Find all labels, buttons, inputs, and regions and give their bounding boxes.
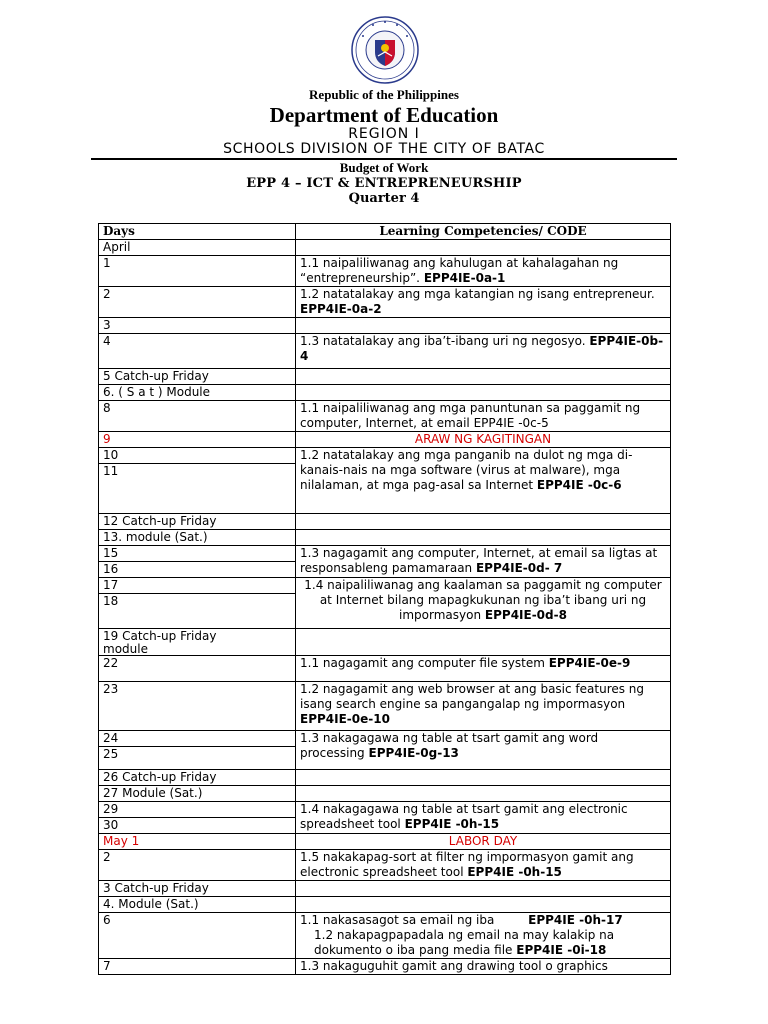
table-row xyxy=(99,656,671,682)
competency-code: EPP4IE-0a-1 xyxy=(423,271,506,285)
table-row xyxy=(99,385,671,401)
day-cell: 6 xyxy=(99,913,296,959)
day-cell: 3 Catch-up Friday xyxy=(99,881,296,897)
table-row xyxy=(99,401,671,432)
competency-cell: 1.4 nakagagawa ng table at tsart gamit ang electronic spreadsheet tool EPP4IE -0h-15 xyxy=(296,802,671,834)
subject-title: EPP 4 – ICT & ENTREPRENEURSHIP xyxy=(246,176,522,191)
day-cell: 29 xyxy=(99,802,296,818)
competency-cell: 1.2 natatalakay ang mga katangian ng isang entrepreneur. EPP4IE-0a-2 xyxy=(296,287,671,318)
competency-cell: 1.2 natatalakay ang mga panganib na dulot ng mga di-kanais-nais na mga software (virus at malware), mga nilalaman, at mga pag-asal sa Internet EPP4IE -0c-6 xyxy=(296,448,671,514)
table-row xyxy=(99,897,671,913)
day-cell: 6. ( S a t ) Module xyxy=(99,385,296,401)
competency-cell: 1.3 nakagagawa ng table at tsart gamit ang word processing EPP4IE-0g-13 xyxy=(296,731,671,770)
department-title: Department of Education xyxy=(269,103,499,127)
table-row xyxy=(99,546,671,562)
days-column-header: Days xyxy=(99,224,296,240)
competency-cell: 1.1 nakasasagot sa email ng iba EPP4IE -0h-17 1.2 nakapagpapadala ng email na may kalakip na dokumento o iba pang media file EPP4IE -0i-18 xyxy=(296,913,671,959)
competency-code: EPP4IE-0a-2 xyxy=(300,302,382,316)
day-cell: 19 Catch-up Friday module xyxy=(99,629,296,656)
table-row xyxy=(99,881,671,897)
competency-code: EPP4IE -0i-18 xyxy=(516,943,607,957)
republic-label: Republic of the Philippines xyxy=(309,87,459,102)
table-row xyxy=(99,731,671,747)
day-cell: May 1 xyxy=(99,834,296,850)
day-cell: 15 xyxy=(99,546,296,562)
day-cell: 9 xyxy=(99,432,296,448)
day-cell: 17 xyxy=(99,578,296,594)
table-row xyxy=(99,448,671,464)
table-row xyxy=(99,850,671,881)
competency-cell: 1.3 nakaguguhit gamit ang drawing tool o graphics xyxy=(296,959,671,975)
competency-code: EPP4IE-0d-8 xyxy=(484,608,567,622)
day-cell: 27 Module (Sat.) xyxy=(99,786,296,802)
day-cell: 8 xyxy=(99,401,296,432)
table-row xyxy=(99,629,671,656)
table-row xyxy=(99,786,671,802)
competency-cell: ARAW NG KAGITINGAN xyxy=(296,432,671,448)
table-header-row xyxy=(99,224,671,240)
day-cell: 11 xyxy=(99,464,296,514)
competency-code: EPP4IE-0e-10 xyxy=(300,712,390,726)
table-row xyxy=(99,834,671,850)
table-row xyxy=(99,770,671,786)
competency-cell: 1.1 nagagamit ang computer file system EPP4IE-0e-9 xyxy=(296,656,671,682)
competency-cell: 1.1 naipaliliwanag ang mga panuntunan sa paggamit ng computer, Internet, at email EPP4IE -0c-5 xyxy=(296,401,671,432)
day-cell: 23 xyxy=(99,682,296,731)
day-cell: 22 xyxy=(99,656,296,682)
competency-cell xyxy=(296,770,671,786)
day-cell: 16 xyxy=(99,562,296,578)
day-cell: 12 Catch-up Friday xyxy=(99,514,296,530)
day-cell: 13. module (Sat.) xyxy=(99,530,296,546)
competency-code: EPP4IE -0h-15 xyxy=(467,865,562,879)
table-row xyxy=(99,287,671,318)
day-cell: 4 xyxy=(99,334,296,369)
competency-cell xyxy=(296,786,671,802)
competency-cell xyxy=(296,629,671,656)
competency-cell xyxy=(296,240,671,256)
competency-cell xyxy=(296,881,671,897)
competency-code: EPP4IE -0h-17 xyxy=(528,913,623,927)
region-label: REGION I xyxy=(348,126,420,142)
table-row xyxy=(99,802,671,818)
document-title: Budget of Work xyxy=(339,160,429,175)
competency-code: EPP4IE-0g-13 xyxy=(368,746,459,760)
table-row xyxy=(99,369,671,385)
day-cell: 4. Module (Sat.) xyxy=(99,897,296,913)
day-cell: 25 xyxy=(99,747,296,770)
day-cell: 7 xyxy=(99,959,296,975)
day-cell: 26 Catch-up Friday xyxy=(99,770,296,786)
table-row xyxy=(99,514,671,530)
competency-cell xyxy=(296,530,671,546)
day-cell: 2 xyxy=(99,850,296,881)
competency-cell xyxy=(296,369,671,385)
competency-code: EPP4IE -0c-6 xyxy=(536,478,622,492)
table-row xyxy=(99,432,671,448)
quarter-label: Quarter 4 xyxy=(348,191,420,206)
table-row xyxy=(99,530,671,546)
table-row xyxy=(99,682,671,731)
competency-cell: 1.4 naipaliliwanag ang kaalaman sa paggamit ng computer at Internet bilang mapagkukunan ng iba’t ibang uri ng impormasyon EPP4IE-0d-8 xyxy=(296,578,671,629)
competency-code: EPP4IE-0e-9 xyxy=(548,656,631,670)
budget-of-work-table xyxy=(98,223,671,975)
day-cell: 5 Catch-up Friday xyxy=(99,369,296,385)
competency-cell: 1.3 nagagamit ang computer, Internet, at email sa ligtas at responsableng pamamaraan EPP4IE-0d- 7 xyxy=(296,546,671,578)
table-row xyxy=(99,578,671,594)
table-row xyxy=(99,240,671,256)
day-cell: 2 xyxy=(99,287,296,318)
competency-cell xyxy=(296,897,671,913)
table-row xyxy=(99,318,671,334)
deped-seal-icon xyxy=(351,16,419,84)
day-cell: 18 xyxy=(99,594,296,629)
competency-code: EPP4IE -0h-15 xyxy=(404,817,500,831)
day-cell: 10 xyxy=(99,448,296,464)
day-cell: 1 xyxy=(99,256,296,287)
day-cell: April xyxy=(99,240,296,256)
division-label: SCHOOLS DIVISION OF THE CITY OF BATAC xyxy=(223,141,545,157)
table-row xyxy=(99,256,671,287)
document-header xyxy=(0,0,768,224)
competency-cell: LABOR DAY xyxy=(296,834,671,850)
competency-cell: 1.1 naipaliliwanag ang kahulugan at kahalagahan ng “entrepreneurship”. EPP4IE-0a-1 xyxy=(296,256,671,287)
competency-cell: 1.2 nagagamit ang web browser at ang basic features ng isang search engine sa pangangalap ng impormasyon EPP4IE-0e-10 xyxy=(296,682,671,731)
day-cell: 24 xyxy=(99,731,296,747)
table-row xyxy=(99,913,671,959)
competency-code: EPP4IE-0b-4 xyxy=(300,334,664,363)
competency-cell: 1.5 nakakapag-sort at filter ng impormasyon gamit ang electronic spreadsheet tool EPP4IE -0h-15 xyxy=(296,850,671,881)
table-row xyxy=(99,334,671,369)
table-row xyxy=(99,959,671,975)
competency-code: EPP4IE-0d- 7 xyxy=(475,561,563,575)
competency-cell xyxy=(296,514,671,530)
competencies-column-header: Learning Competencies/ CODE xyxy=(296,224,671,240)
competency-cell xyxy=(296,385,671,401)
day-cell: 3 xyxy=(99,318,296,334)
day-cell: 30 xyxy=(99,818,296,834)
competency-cell xyxy=(296,318,671,334)
competency-cell: 1.3 natatalakay ang iba’t-ibang uri ng negosyo. EPP4IE-0b-4 xyxy=(296,334,671,369)
